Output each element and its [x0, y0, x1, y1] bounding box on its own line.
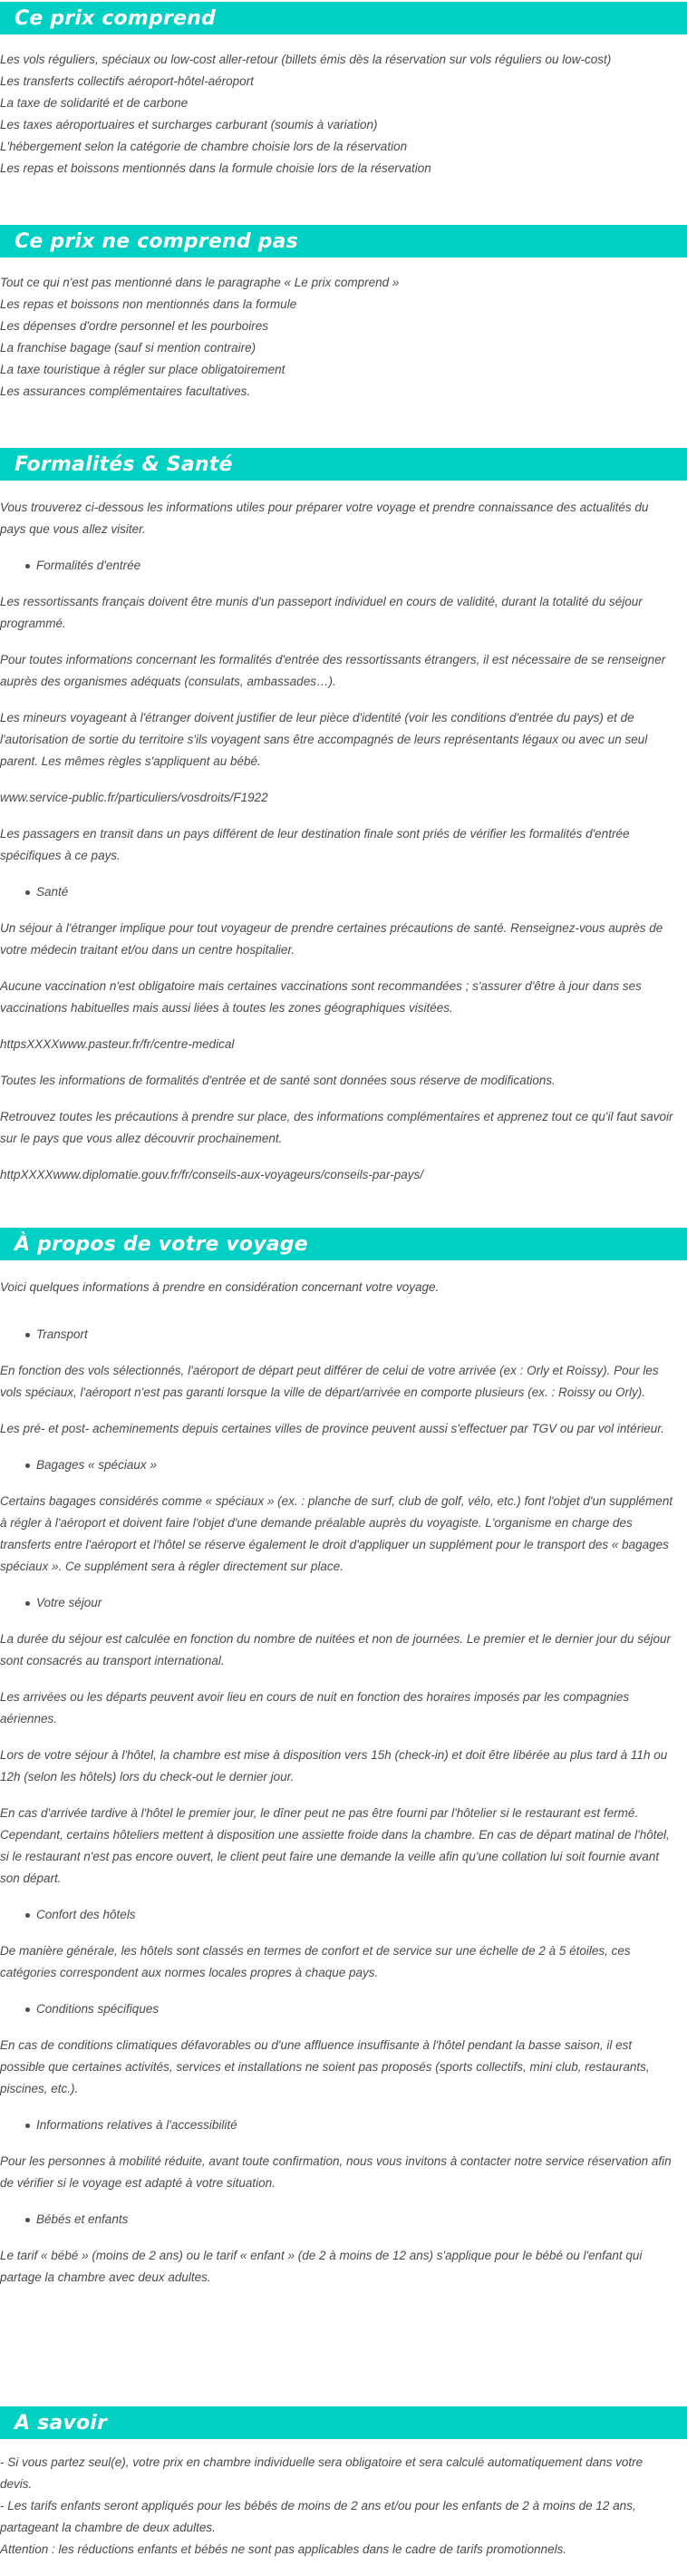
bullet-specific-conditions: Conditions spécifiques [0, 1998, 676, 2020]
section-header-band [0, 448, 687, 481]
section-header-band [0, 225, 687, 258]
section-header-band [0, 2, 687, 34]
paragraph: Les pré- et post- acheminements depuis certaines villes de province peuvent aussi s'effectuer par TGV ou par vol intérieur. [0, 1422, 664, 1435]
paragraph: Certains bagages considérés comme « spéciaux » (ex. : planche de surf, club de golf, vélo, etc.) font l'objet d'un supplément à régler à l'aéroport et doivent faire l'objet d'une demande préalable auprès du voyagiste. L'organisme en charge des transferts entre l'aéroport et l'hôtel se réserve également le droit d'appliquer un supplément pour le transport des « bagages spéciaux ». Ce supplément sera à régler directement sur place. [0, 1494, 673, 1573]
section-price-includes [0, 2, 687, 180]
bullet-accessibility: Informations relatives à l'accessibilité [0, 2114, 676, 2136]
paragraph: En cas de conditions climatiques défavorables ou d'une affluence insuffisante à l'hôtel pendant la basse saison, il est possible que certaines activités, services et installations ne soient pas proposés (sports collectifs, mini club, restaurants, piscines, etc.). [0, 2038, 650, 2095]
list-item: Les transferts collectifs aéroport-hôtel-aéroport [0, 74, 254, 88]
bullet-entry-formalities: Formalités d'entrée [0, 555, 676, 577]
paragraph: Toutes les informations de formalités d'entrée et de santé sont données sous réserve de modifications. [0, 1074, 556, 1087]
service-public-link[interactable]: www.service-public.fr/particuliers/vosdroits/F1922 [0, 791, 268, 804]
paragraph: La durée du séjour est calculée en fonction du nombre de nuitées et non de journées. Le premier et le dernier jour du séjour sont consacrés au transport international. [0, 1632, 671, 1667]
paragraph: Retrouvez toutes les précautions à prendre sur place, des informations complémentaires et apprenez tout ce qu'il faut savoir sur le pays que vous allez découvrir prochainement. [0, 1110, 673, 1145]
list-item: Les repas et boissons mentionnés dans la formule choisie lors de la réservation [0, 161, 431, 175]
bullet-special-luggage: Bagages « spéciaux » [0, 1454, 676, 1476]
section-good-to-know [0, 2406, 687, 2561]
paragraph: - Les tarifs enfants seront appliqués pour les bébés de moins de 2 ans et/ou pour les enfants de 2 à moins de 12 ans, partageant la chambre de deux adultes. [0, 2499, 636, 2534]
paragraph: Attention : les réductions enfants et bébés ne sont pas applicables dans le cadre de tarifs promotionnels. [0, 2542, 567, 2556]
paragraph: Lors de votre séjour à l'hôtel, la chambre est mise à disposition vers 15h (check-in) et doit être libérée au plus tard à 11h ou 12h (selon les hôtels) lors du check-out le dernier jour. [0, 1748, 668, 1784]
pasteur-link[interactable]: httpsXXXXwww.pasteur.fr/fr/centre-medical [0, 1037, 235, 1051]
section-title: Ce prix ne comprend pas [15, 229, 298, 253]
intro-paragraph: Voici quelques informations à prendre en considération concernant votre voyage. [0, 1280, 440, 1294]
bullet-hotel-comfort: Confort des hôtels [0, 1904, 676, 1926]
list-item: La taxe de solidarité et de carbone [0, 96, 189, 110]
paragraph: Aucune vaccination n'est obligatoire mais certaines vaccinations sont recommandées ; s'assurer d'être à jour dans ses vaccinations habituelles mais aussi liées à toutes les zones géographiques visitées. [0, 979, 642, 1015]
bullet-transport: Transport [0, 1324, 676, 1346]
list-item: La franchise bagage (sauf si mention contraire) [0, 341, 256, 355]
list-item: L'hébergement selon la catégorie de chambre choisie lors de la réservation [0, 140, 408, 153]
list-item: Les dépenses d'ordre personnel et les pourboires [0, 319, 269, 333]
section-title: Formalités & Santé [15, 452, 233, 476]
section-header-band [0, 2406, 687, 2439]
list-item: Les vols réguliers, spéciaux ou low-cost aller-retour (billets émis dès la réservation sur vols réguliers ou low-cost) [0, 53, 612, 66]
intro-paragraph: Vous trouverez ci-dessous les informations utiles pour préparer votre voyage et prendre connaissance des actualités du pays que vous allez visiter. [0, 501, 649, 536]
paragraph: Les ressortissants français doivent être munis d'un passeport individuel en cours de validité, durant la totalité du séjour programmé. [0, 595, 643, 630]
section-formalities-health [0, 448, 687, 1201]
section-title: À propos de votre voyage [15, 1232, 308, 1256]
paragraph: De manière générale, les hôtels sont classés en termes de confort et de service sur une échelle de 2 à 5 étoiles, ces catégories correspondent aux normes locales propres à chaque pays. [0, 1944, 631, 1979]
section-price-excludes [0, 225, 687, 403]
paragraph: Les passagers en transit dans un pays différent de leur destination finale sont priés de vérifier les formalités d'entrée spécifiques à ce pays. [0, 827, 630, 862]
paragraph: Un séjour à l'étranger implique pour tout voyageur de prendre certaines précautions de santé. Renseignez-vous auprès de votre médecin traitant et/ou dans un centre hospitalier. [0, 921, 663, 957]
list-item: Les taxes aéroportuaires et surcharges carburant (soumis à variation) [0, 118, 378, 131]
bullet-health: Santé [0, 881, 676, 903]
section-title: Ce prix comprend [15, 6, 216, 30]
list-item: Les assurances complémentaires facultatives. [0, 384, 251, 398]
paragraph: En cas d'arrivée tardive à l'hôtel le premier jour, le dîner peut ne pas être fourni par l'hôtelier si le restaurant est fermé. Cependant, certains hôteliers mettent à disposition une assiette froide dans la chambre. En cas de départ matinal de l'hôtel, si le restaurant n'est pas encore ouvert, le client peut faire une demande la veille afin qu'une collation lui soit fournie avant son départ. [0, 1806, 670, 1885]
list-item: Les repas et boissons non mentionnés dans la formule [0, 297, 297, 311]
list-item: La taxe touristique à régler sur place obligatoirement [0, 363, 285, 376]
paragraph: Les arrivées ou les départs peuvent avoir lieu en cours de nuit en fonction des horaires imposés par les compagnies aériennes. [0, 1690, 630, 1725]
paragraph: Pour toutes informations concernant les formalités d'entrée des ressortissants étrangers, il est nécessaire de se renseigner auprès des organismes adéquats (consulats, ambassades…). [0, 653, 666, 688]
paragraph: Les mineurs voyageant à l'étranger doivent justifier de leur pièce d'identité (voir les conditions d'entrée du pays) et de l'autorisation de sortie du territoire s'ils voyagent sans être accompagnés de leurs représentants légaux ou avec un seul parent. Les mêmes règles s'appliquent au bébé. [0, 711, 648, 768]
paragraph: Pour les personnes à mobilité réduite, avant toute confirmation, nous vous invitons à contacter notre service réservation afin de vérifier si le voyage est adapté à votre situation. [0, 2154, 672, 2190]
section-title: A savoir [15, 2411, 108, 2435]
bullet-babies-children: Bébés et enfants [0, 2209, 676, 2231]
section-about-trip [0, 1228, 687, 2303]
paragraph: - Si vous partez seul(e), votre prix en chambre individuelle sera obligatoire et sera calculé automatiquement dans votre devis. [0, 2455, 643, 2491]
paragraph: En fonction des vols sélectionnés, l'aéroport de départ peut différer de celui de votre arrivée (ex : Orly et Roissy). Pour les vols spéciaux, l'aéroport n'est pas garanti lorsque la ville de départ/arrivée en comporte plusieurs (ex. : Roissy ou Orly). [0, 1364, 659, 1399]
list-item: Tout ce qui n'est pas mentionné dans le paragraphe « Le prix comprend » [0, 276, 400, 289]
paragraph: Le tarif « bébé » (moins de 2 ans) ou le tarif « enfant » (de 2 à moins de 12 ans) s'applique pour le bébé ou l'enfant qui partage la chambre avec deux adultes. [0, 2249, 643, 2284]
bullet-your-stay: Votre séjour [0, 1592, 676, 1614]
diplomatie-link[interactable]: httpXXXXwww.diplomatie.gouv.fr/fr/conseils-aux-voyageurs/conseils-par-pays/ [0, 1168, 423, 1181]
section-header-band [0, 1228, 687, 1260]
